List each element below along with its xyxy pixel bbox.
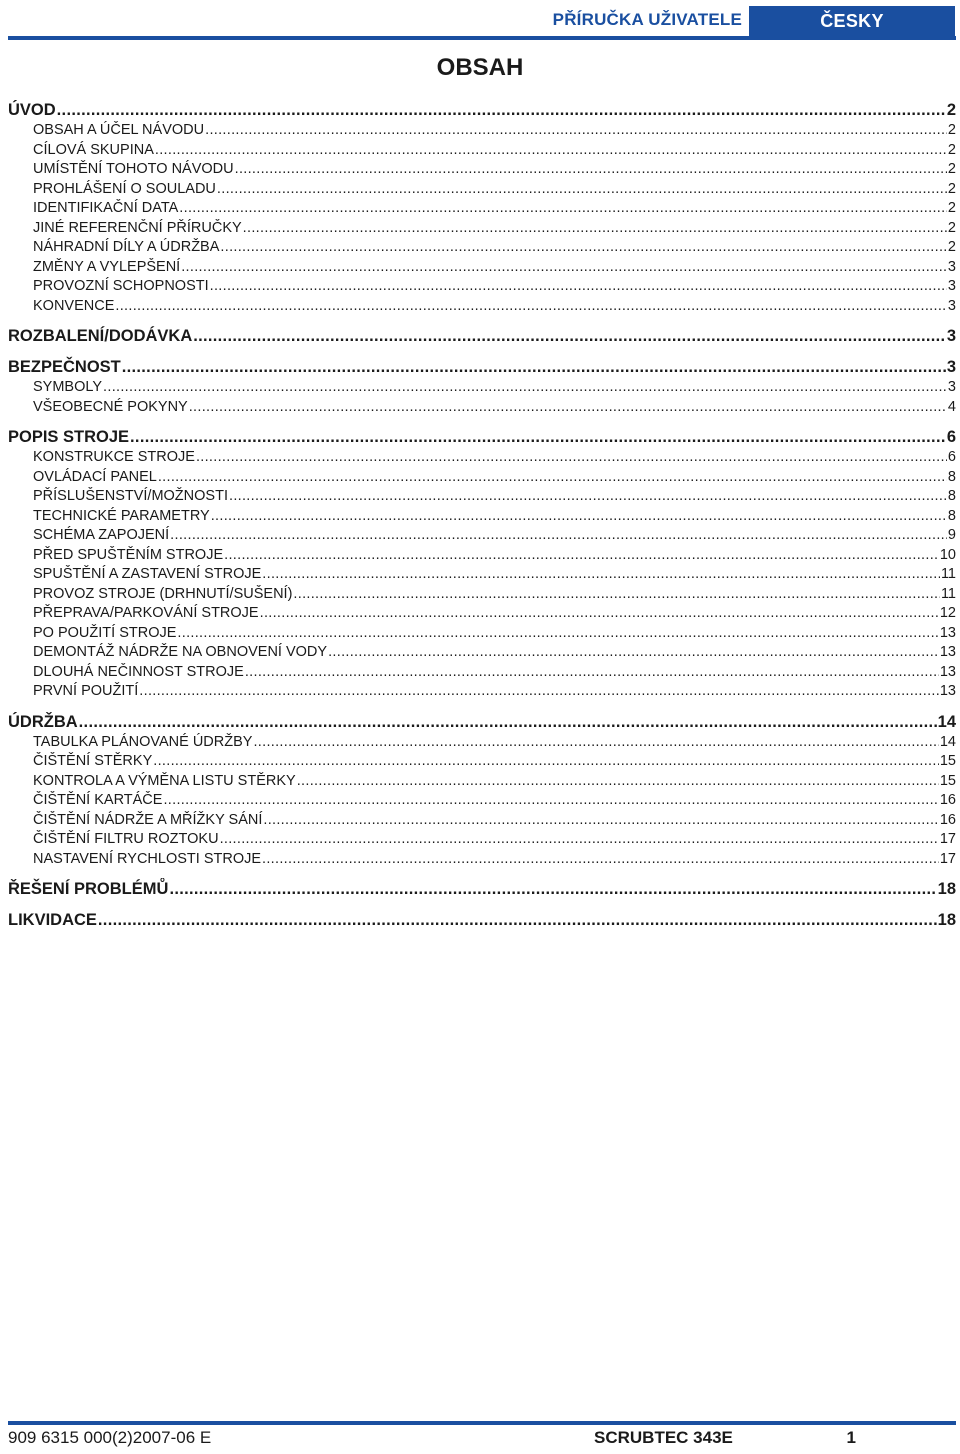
toc-subsection-entry[interactable] xyxy=(8,199,956,219)
toc-entry-page: 17 xyxy=(939,831,956,847)
toc-dot-leader xyxy=(196,448,947,468)
footer-rule xyxy=(8,1421,956,1425)
toc-entry-page: 8 xyxy=(947,468,956,485)
toc-entry-page: 18 xyxy=(937,880,956,898)
toc-entry-label: TABULKA PLÁNOVANÉ ÚDRŽBY xyxy=(33,733,253,750)
toc-entry-label: ČIŠTĚNÍ KARTÁČE xyxy=(33,792,163,808)
toc-entry-page: 4 xyxy=(947,398,956,415)
toc-entry-label: POPIS STROJE xyxy=(8,428,130,446)
toc-subsection-entry[interactable] xyxy=(8,811,956,831)
toc-entry-page: 2 xyxy=(947,239,956,255)
toc-dot-leader xyxy=(103,378,947,398)
toc-dot-leader xyxy=(229,487,947,507)
toc-entry-page: 3 xyxy=(947,258,956,275)
toc-entry-page: 6 xyxy=(947,449,956,465)
toc-entry-page: 3 xyxy=(947,379,956,395)
toc-section-entry[interactable] xyxy=(8,711,956,733)
page-number: 1 xyxy=(846,1428,856,1447)
toc-subsection-entry[interactable] xyxy=(8,141,956,161)
toc-entry-page: 2 xyxy=(946,101,956,119)
toc-subsection-entry[interactable] xyxy=(8,448,956,468)
toc-dot-leader xyxy=(220,238,947,258)
toc-entry-label: OVLÁDACÍ PANEL xyxy=(33,468,157,485)
toc-entry-label: PROHLÁŠENÍ O SOULADU xyxy=(33,180,216,197)
toc-subsection-entry[interactable] xyxy=(8,663,956,683)
toc-dot-leader xyxy=(79,711,937,733)
toc-entry-page: 17 xyxy=(939,850,956,867)
toc-dot-leader xyxy=(153,752,939,772)
toc-entry-page: 13 xyxy=(939,644,956,660)
toc-subsection-entry[interactable] xyxy=(8,507,956,527)
toc-entry-label: ZMĚNY A VYLEPŠENÍ xyxy=(33,258,181,275)
toc-entry-label: ÚDRŽBA xyxy=(8,712,78,731)
toc-subsection-entry[interactable] xyxy=(8,791,956,811)
toc-entry-page: 13 xyxy=(939,624,956,641)
toc-entry-label: ČIŠTĚNÍ STĚRKY xyxy=(33,753,153,769)
toc-section-entry[interactable] xyxy=(8,909,956,931)
toc-subsection-entry[interactable] xyxy=(8,546,956,566)
toc-dot-leader xyxy=(193,325,946,347)
toc-subsection-entry[interactable] xyxy=(8,624,956,644)
toc-section-entry[interactable] xyxy=(8,325,956,347)
toc-entry-label: NASTAVENÍ RYCHLOSTI STROJE xyxy=(33,850,262,867)
toc-entry-page: 3 xyxy=(947,297,956,314)
toc-dot-leader xyxy=(170,526,947,546)
toc-entry-label: ČIŠTĚNÍ FILTRU ROZTOKU xyxy=(33,831,219,847)
toc-entry-page: 14 xyxy=(939,733,956,750)
toc-entry-label: BEZPEČNOST xyxy=(8,358,121,376)
toc-entry-label: UMÍSTĚNÍ TOHOTO NÁVODU xyxy=(33,161,234,177)
toc-subsection-entry[interactable] xyxy=(8,180,956,200)
toc-dot-leader xyxy=(328,643,939,663)
toc-dot-leader xyxy=(163,791,938,811)
page-title: OBSAH xyxy=(436,54,524,81)
toc-dot-leader xyxy=(205,121,947,141)
toc-entry-page: 13 xyxy=(939,683,956,699)
toc-section-entry[interactable] xyxy=(8,356,956,378)
toc-entry-label: DEMONTÁŽ NÁDRŽE NA OBNOVENÍ VODY xyxy=(33,644,328,660)
toc-entry-label: ŘEŠENÍ PROBLÉMŮ xyxy=(8,880,169,898)
toc-entry-label: CÍLOVÁ SKUPINA xyxy=(33,141,154,158)
toc-dot-leader xyxy=(224,546,939,566)
toc-dot-leader xyxy=(297,772,939,792)
toc-dot-leader xyxy=(181,258,947,278)
toc-dot-leader xyxy=(139,682,939,702)
toc-dot-leader xyxy=(122,356,946,378)
toc-entry-label: NÁHRADNÍ DÍLY A ÚDRŽBA xyxy=(33,239,220,255)
toc-entry-page: 10 xyxy=(939,546,956,563)
toc-subsection-entry[interactable] xyxy=(8,487,956,507)
toc-dot-leader xyxy=(155,141,947,161)
header-title: PŘÍRUČKA UŽIVATELE xyxy=(552,10,742,29)
toc-entry-label: PŘÍSLUŠENSTVÍ/MOŽNOSTI xyxy=(33,488,228,504)
toc-subsection-entry[interactable] xyxy=(8,277,956,297)
toc-entry-label: PROVOZNÍ SCHOPNOSTI xyxy=(33,278,209,294)
toc-subsection-entry[interactable] xyxy=(8,238,956,258)
toc-section-entry[interactable] xyxy=(8,878,956,900)
toc-entry-label: ÚVOD xyxy=(8,101,56,119)
language-badge: ČESKY xyxy=(749,6,955,36)
toc-subsection-entry[interactable] xyxy=(8,160,956,180)
toc-dot-leader xyxy=(130,426,946,448)
toc-entry-label: LIKVIDACE xyxy=(8,911,97,929)
toc-subsection-entry[interactable] xyxy=(8,219,956,239)
toc-entry-label: PROVOZ STROJE (DRHNUTÍ/SUŠENÍ) xyxy=(33,585,293,602)
toc-dot-leader xyxy=(260,604,939,624)
toc-entry-page: 11 xyxy=(940,585,956,602)
toc-entry-page: 3 xyxy=(946,358,956,376)
toc-dot-leader xyxy=(243,219,947,239)
toc-dot-leader xyxy=(253,733,938,753)
toc-subsection-entry[interactable] xyxy=(8,468,956,488)
toc-dot-leader xyxy=(211,507,947,527)
toc-entry-page: 8 xyxy=(947,507,956,524)
toc-dot-leader xyxy=(98,909,937,931)
toc-dot-leader xyxy=(262,850,939,870)
document-code: 909 6315 000(2)2007-06 E xyxy=(8,1428,212,1447)
toc-entry-label: DLOUHÁ NEČINNOST STROJE xyxy=(33,663,244,680)
toc-entry-label: OBSAH A ÚČEL NÁVODU xyxy=(33,122,205,138)
toc-entry-page: 14 xyxy=(937,712,956,731)
toc-dot-leader xyxy=(263,811,939,831)
toc-dot-leader xyxy=(293,585,940,605)
toc-entry-label: VŠEOBECNÉ POKYNY xyxy=(33,398,188,415)
toc-entry-page: 11 xyxy=(940,566,956,582)
toc-entry-page: 6 xyxy=(946,428,956,446)
toc-entry-label: SCHÉMA ZAPOJENÍ xyxy=(33,527,170,543)
toc-entry-page: 3 xyxy=(947,278,956,294)
toc-dot-leader xyxy=(217,180,947,200)
toc-entry-label: PŘED SPUŠTĚNÍM STROJE xyxy=(33,546,224,563)
toc-entry-page: 16 xyxy=(939,792,956,808)
toc-subsection-entry[interactable] xyxy=(8,121,956,141)
toc-entry-label: PŘEPRAVA/PARKOVÁNÍ STROJE xyxy=(33,605,259,621)
toc-dot-leader xyxy=(189,398,947,418)
toc-entry-page: 2 xyxy=(947,161,956,177)
toc-entry-page: 2 xyxy=(947,141,956,158)
toc-dot-leader xyxy=(179,199,947,219)
toc-dot-leader xyxy=(158,468,947,488)
toc-entry-page: 2 xyxy=(947,200,956,216)
toc-entry-label: PRVNÍ POUŽITÍ xyxy=(33,683,139,699)
toc-entry-label: IDENTIFIKAČNÍ DATA xyxy=(33,200,179,216)
toc-entry-page: 9 xyxy=(947,527,956,543)
toc-subsection-entry[interactable] xyxy=(8,585,956,605)
toc-entry-label: TECHNICKÉ PARAMETRY xyxy=(33,507,210,524)
toc-entry-label: KONTROLA A VÝMĚNA LISTU STĚRKY xyxy=(33,772,296,789)
toc-subsection-entry[interactable] xyxy=(8,604,956,624)
toc-entry-label: ČIŠTĚNÍ NÁDRŽE A MŘÍŽKY SÁNÍ xyxy=(33,811,263,828)
toc-entry-page: 15 xyxy=(939,772,956,789)
toc-entry-page: 12 xyxy=(939,605,956,621)
toc-subsection-entry[interactable] xyxy=(8,830,956,850)
toc-dot-leader xyxy=(169,878,936,900)
toc-entry-label: ROZBALENÍ/DODÁVKA xyxy=(8,327,193,345)
toc-entry-page: 2 xyxy=(947,122,956,138)
toc-dot-leader xyxy=(220,830,939,850)
table-of-contents xyxy=(8,99,956,931)
toc-dot-leader xyxy=(245,663,939,683)
toc-dot-leader xyxy=(57,99,946,121)
toc-entry-page: 13 xyxy=(939,663,956,680)
toc-subsection-entry[interactable] xyxy=(8,643,956,663)
toc-subsection-entry[interactable] xyxy=(8,565,956,585)
toc-subsection-entry[interactable] xyxy=(8,772,956,792)
toc-dot-leader xyxy=(235,160,947,180)
model-name: SCRUBTEC 343E xyxy=(594,1428,733,1447)
toc-subsection-entry[interactable] xyxy=(8,378,956,398)
toc-subsection-entry[interactable] xyxy=(8,733,956,753)
toc-entry-label: KONSTRUKCE STROJE xyxy=(33,449,195,465)
toc-entry-label: JINÉ REFERENČNÍ PŘÍRUČKY xyxy=(33,219,242,236)
toc-entry-page: 8 xyxy=(947,488,956,504)
toc-dot-leader xyxy=(115,297,947,317)
toc-subsection-entry[interactable] xyxy=(8,258,956,278)
header-rule xyxy=(8,36,956,40)
toc-entry-label: SPUŠTĚNÍ A ZASTAVENÍ STROJE xyxy=(33,566,262,582)
toc-entry-label: SYMBOLY xyxy=(33,379,103,395)
toc-entry-page: 2 xyxy=(947,180,956,197)
toc-entry-page: 15 xyxy=(939,753,956,769)
toc-entry-label: PO POUŽITÍ STROJE xyxy=(33,624,177,641)
toc-entry-label: KONVENCE xyxy=(33,297,115,314)
toc-section-entry[interactable] xyxy=(8,99,956,121)
toc-subsection-entry[interactable] xyxy=(8,752,956,772)
toc-subsection-entry[interactable] xyxy=(8,526,956,546)
toc-subsection-entry[interactable] xyxy=(8,850,956,870)
toc-subsection-entry[interactable] xyxy=(8,398,956,418)
toc-dot-leader xyxy=(262,565,940,585)
toc-entry-page: 18 xyxy=(937,911,956,929)
toc-entry-page: 3 xyxy=(946,327,956,345)
toc-subsection-entry[interactable] xyxy=(8,297,956,317)
toc-dot-leader xyxy=(177,624,938,644)
toc-entry-page: 2 xyxy=(947,219,956,236)
toc-entry-page: 16 xyxy=(939,811,956,828)
toc-section-entry[interactable] xyxy=(8,426,956,448)
toc-dot-leader xyxy=(210,277,947,297)
toc-subsection-entry[interactable] xyxy=(8,682,956,702)
